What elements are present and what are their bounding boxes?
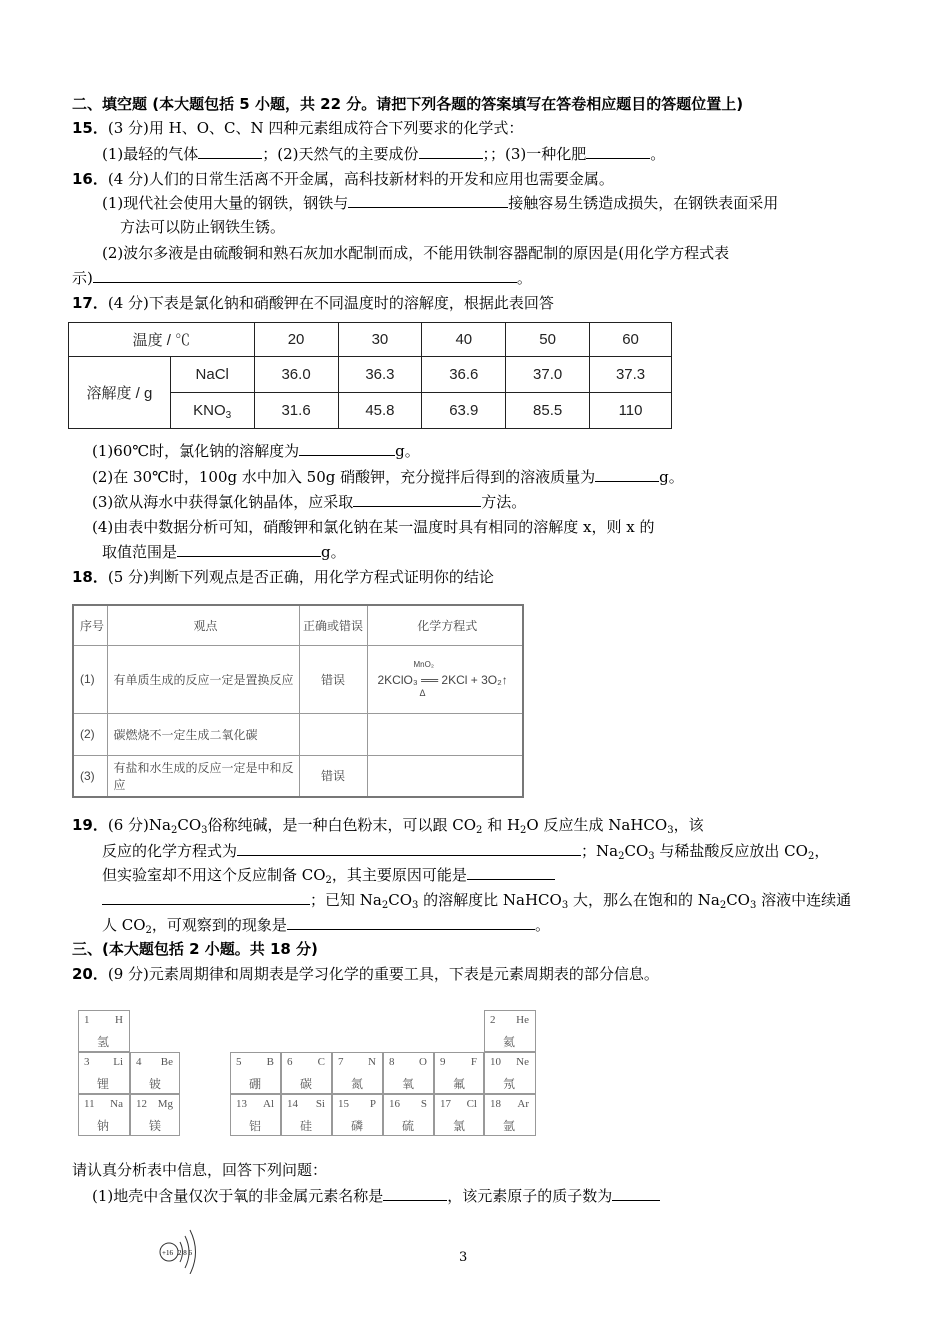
- answer-blank-15-2[interactable]: [419, 144, 483, 159]
- catalyst-label: MnO₂: [413, 659, 434, 669]
- header-cell: 正确或错误: [299, 605, 367, 645]
- part-1-text-b: 接触容易生锈造成损失，在钢铁表面采用: [508, 194, 779, 212]
- element-symbol: B: [266, 1056, 274, 1068]
- heat-label: Δ: [419, 687, 426, 698]
- element-name: 氮: [351, 1077, 364, 1091]
- subscript: 2: [145, 925, 152, 936]
- text: 和 H: [482, 816, 521, 834]
- question-17-part2: [92, 467, 684, 487]
- answer-blank-17-3[interactable]: [353, 492, 481, 507]
- subscript: 2: [618, 851, 625, 862]
- question-19-line2: [102, 841, 829, 861]
- atom-structure-diagram: [156, 1226, 208, 1274]
- subscript: 2: [719, 900, 727, 911]
- atomic-number: 9: [440, 1056, 446, 1068]
- kno3-cell: 110: [590, 393, 672, 429]
- element-name: 氦: [503, 1035, 516, 1049]
- question-number: 20．: [72, 965, 108, 983]
- part-text: ，该元素原子的质子数为: [447, 1187, 613, 1205]
- header-cell: 序号: [73, 605, 107, 645]
- subscript: 2: [807, 851, 815, 862]
- text: CO: [726, 891, 750, 909]
- atomic-number: 11: [84, 1098, 95, 1110]
- subscript: 3: [201, 825, 208, 836]
- row-judgement: 错误: [299, 645, 367, 713]
- element-symbol: Si: [315, 1098, 325, 1110]
- question-20-intro: 请认真分析表中信息，回答下列问题：: [72, 1161, 328, 1179]
- question-text: (4 分)人们的日常生活离不开金属，高科技新材料的开发和应用也需要金属。: [107, 170, 614, 188]
- nacl-cell: 37.3: [590, 357, 672, 393]
- subscript: 3: [225, 410, 232, 421]
- text: 俗称纯碱，是一种白色粉末，可以跟 CO: [207, 816, 477, 834]
- element-name: 氖: [503, 1077, 516, 1091]
- text: ，该: [673, 816, 704, 834]
- kno3-label: [170, 393, 254, 429]
- element-cell: [78, 1094, 130, 1136]
- subscript: 3: [412, 900, 419, 911]
- part-1-text: (1)最轻的气体: [102, 145, 199, 163]
- element-name: 氟: [453, 1077, 466, 1091]
- text: 与稀盐酸反应放出 CO: [654, 842, 808, 860]
- shell-electrons: 2 8 6: [178, 1249, 192, 1257]
- row-equation[interactable]: [367, 755, 523, 797]
- element-cell: [332, 1052, 383, 1094]
- part-text: (1)60℃时，氯化钠的溶解度为: [92, 442, 300, 460]
- element-symbol: P: [369, 1098, 376, 1110]
- element-symbol: Be: [160, 1056, 173, 1068]
- element-name: 硼: [249, 1077, 262, 1091]
- element-name: 氧: [402, 1077, 415, 1091]
- header-cell: 观点: [107, 605, 299, 645]
- text: ，其主要原因可能是: [331, 866, 467, 884]
- question-number: 17．: [72, 294, 108, 312]
- text: O 反应生成 NaHCO: [526, 816, 668, 834]
- element-cell: [230, 1052, 281, 1094]
- element-cell: [383, 1052, 434, 1094]
- element-symbol: N: [368, 1056, 376, 1068]
- question-17-stem: [72, 293, 554, 313]
- line-end: 。: [650, 145, 666, 163]
- element-cell: [281, 1094, 332, 1136]
- atomic-number: 8: [389, 1056, 395, 1068]
- question-15-parts: (1)最轻的气体 ；(2)天然气的主要成份 ；；(3)一种化肥 。: [102, 145, 666, 163]
- text: CO: [624, 842, 649, 860]
- question-text: (5 分)判断下列观点是否正确，用化学方程式证明你的结论: [107, 568, 494, 586]
- text: 但实验室却不用这个反应制备 CO: [102, 866, 326, 884]
- question-text: (3 分)用 H、O、C、N 四种元素组成符合下列要求的化学式：: [107, 119, 524, 137]
- temp-cell: 40: [422, 323, 506, 357]
- question-number: 18．: [72, 568, 108, 586]
- subscript: 2: [520, 825, 527, 836]
- temperature-header: 温度 / ℃: [69, 323, 255, 357]
- nacl-cell: 36.6: [422, 357, 506, 393]
- atomic-number: 10: [490, 1056, 501, 1068]
- answer-blank-19-3[interactable]: [287, 915, 535, 930]
- row-equation: [367, 645, 523, 713]
- question-17-part4: (4)由表中数据分析可知，硝酸钾和氯化钠在某一温度时具有相同的溶解度 x，则 x 的: [92, 518, 655, 536]
- nacl-cell: 37.0: [506, 357, 590, 393]
- question-17-part3: [92, 492, 526, 512]
- kno3-text: KNO: [193, 402, 226, 419]
- answer-blank-19-1[interactable]: [237, 841, 581, 856]
- part-2-text: ；(2)天然气的主要成份: [262, 145, 419, 163]
- subscript: 3: [667, 825, 674, 836]
- part-3-text: ；(3)一种化肥: [490, 145, 587, 163]
- element-symbol: F: [470, 1056, 477, 1068]
- question-number: 15．: [72, 119, 108, 137]
- element-name: 锂: [97, 1077, 110, 1091]
- part-1-text-a: (1)现代社会使用大量的钢铁，钢铁与: [102, 194, 349, 212]
- text: CO: [177, 816, 202, 834]
- element-name: 磷: [351, 1119, 364, 1133]
- element-cell: [434, 1094, 484, 1136]
- atomic-number: 1: [84, 1014, 90, 1026]
- row-view: 有盐和水生成的反应一定是中和反应: [107, 755, 299, 797]
- kno3-cell: 31.6: [254, 393, 338, 429]
- page-number: 3: [459, 1250, 468, 1265]
- question-19-line3: [102, 865, 555, 885]
- nacl-cell: 36.0: [254, 357, 338, 393]
- element-symbol: Cl: [466, 1098, 477, 1110]
- element-cell: [130, 1052, 180, 1094]
- element-cell: [383, 1094, 434, 1136]
- text: 。: [534, 916, 550, 934]
- question-19-line5: [102, 915, 550, 935]
- row-number: (2): [73, 713, 107, 755]
- element-cell: [78, 1010, 130, 1052]
- element-symbol: Na: [110, 1098, 123, 1110]
- question-19-line1: [72, 815, 704, 835]
- element-symbol: Al: [263, 1098, 274, 1110]
- equation-text: 2KClO₃ ══ 2KCl + 3O₂↑: [377, 672, 508, 687]
- subscript: 3: [749, 900, 757, 911]
- nacl-label: NaCl: [170, 357, 254, 393]
- unit: g。: [321, 543, 346, 561]
- element-name: 硫: [402, 1119, 415, 1133]
- question-16-part2-cont: [72, 268, 532, 288]
- row-judgement[interactable]: [299, 713, 367, 755]
- subscript: 3: [561, 900, 569, 911]
- text: ；Na: [581, 842, 619, 860]
- answer-blank-16-1[interactable]: [348, 193, 508, 208]
- header-cell: 化学方程式: [367, 605, 523, 645]
- question-17-part1: [92, 441, 420, 461]
- question-text: (9 分)元素周期律和周期表是学习化学的重要工具，下表是元素周期表的部分信息。: [107, 965, 659, 983]
- solubility-table: [68, 322, 672, 429]
- question-20-part1: [92, 1186, 660, 1206]
- question-15-stem: [72, 118, 523, 138]
- element-name: 氩: [503, 1119, 516, 1133]
- element-name: 氯: [453, 1119, 466, 1133]
- element-symbol: He: [516, 1014, 529, 1026]
- atomic-number: 17: [440, 1098, 451, 1110]
- subscript: 2: [476, 825, 483, 836]
- element-name: 碳: [300, 1077, 313, 1091]
- question-text: (4 分)下表是氯化钠和硝酸钾在不同温度时的溶解度，根据此表回答: [107, 294, 554, 312]
- atomic-number: 16: [389, 1098, 400, 1110]
- row-equation[interactable]: [367, 713, 523, 755]
- question-16-stem: [72, 169, 614, 189]
- answer-blank-16-2[interactable]: [93, 268, 517, 283]
- question-number: 19．: [72, 816, 108, 834]
- unit: g。: [395, 442, 420, 460]
- section-2-heading: 二、填空题 (本大题包括 5 小题，共 22 分。请把下列各题的答案填写在答卷相应题目的答题位置上): [72, 95, 744, 113]
- text: ；已知 Na: [310, 891, 382, 909]
- atomic-number: 12: [136, 1098, 147, 1110]
- row-view: 有单质生成的反应一定是置换反应: [107, 645, 299, 713]
- subscript: 2: [325, 875, 332, 886]
- part-text: (3)欲从海水中获得氯化钠晶体，应采取: [92, 493, 354, 511]
- element-name: 铍: [149, 1077, 162, 1091]
- section-3-heading: 三、(本大题包括 2 小题。共 18 分): [72, 940, 318, 958]
- text: 人 CO: [102, 916, 146, 934]
- element-cell: [130, 1094, 180, 1136]
- atomic-number: 5: [236, 1056, 242, 1068]
- nacl-cell: 36.3: [338, 357, 422, 393]
- element-name: 氢: [97, 1035, 110, 1049]
- atomic-number: 3: [84, 1056, 90, 1068]
- element-symbol: O: [419, 1056, 427, 1068]
- atomic-number: 15: [338, 1098, 349, 1110]
- row-judgement: 错误: [299, 755, 367, 797]
- atomic-number: 13: [236, 1098, 247, 1110]
- element-cell: [484, 1052, 536, 1094]
- kno3-cell: 45.8: [338, 393, 422, 429]
- unit: 方法。: [481, 493, 527, 511]
- temp-cell: 60: [590, 323, 672, 357]
- text: 的溶解度比 NaHCO: [418, 891, 562, 909]
- judgement-table: [72, 604, 524, 798]
- text: ，可观察到的现象是: [151, 916, 287, 934]
- element-symbol: H: [115, 1014, 123, 1026]
- question-16-part1-cont: 方法可以防止钢铁生锈。: [120, 218, 286, 236]
- element-name: 硅: [300, 1119, 313, 1133]
- solubility-header: 溶解度 / g: [69, 357, 171, 429]
- periodic-table: [72, 1004, 540, 1140]
- nucleus-charge: +16: [162, 1249, 173, 1257]
- atomic-number: 2: [490, 1014, 496, 1026]
- answer-blank-17-2[interactable]: [595, 467, 659, 482]
- text: ，: [814, 842, 830, 860]
- question-16-part2: (2)波尔多液是由硫酸铜和熟石灰加水配制而成，不能用铁制容器配制的原因是(用化学方程式表: [102, 244, 730, 262]
- element-cell: [434, 1052, 484, 1094]
- element-cell: [281, 1052, 332, 1094]
- element-symbol: Ar: [517, 1098, 529, 1110]
- element-name: 镁: [149, 1119, 162, 1133]
- answer-blank-17-1[interactable]: [299, 441, 395, 456]
- row-number: (3): [73, 755, 107, 797]
- answer-blank-15-3[interactable]: [586, 144, 650, 159]
- answer-blank-20-1[interactable]: [383, 1186, 447, 1201]
- question-17-part4-cont: [102, 542, 346, 562]
- element-cell: [484, 1094, 536, 1136]
- text: 大，那么在饱和的 Na: [568, 891, 720, 909]
- atomic-number: 4: [136, 1056, 142, 1068]
- subscript: 2: [170, 825, 178, 836]
- temp-cell: 50: [506, 323, 590, 357]
- subscript: 2: [381, 900, 389, 911]
- row-number: (1): [73, 645, 107, 713]
- element-symbol: Ne: [516, 1056, 529, 1068]
- row-view: 碳燃烧不一定生成二氧化碳: [107, 713, 299, 755]
- answer-blank-15-1[interactable]: [198, 144, 262, 159]
- question-19-line4: [102, 890, 851, 910]
- part-text: (1)地壳中含量仅次于氧的非金属元素名称是: [92, 1187, 384, 1205]
- answer-blank-20-2[interactable]: [612, 1186, 660, 1201]
- question-16-part1: [102, 193, 778, 213]
- question-number: 16．: [72, 170, 108, 188]
- answer-blank-19-2-cont[interactable]: [102, 890, 310, 905]
- element-symbol: Li: [113, 1056, 123, 1068]
- text: (6 分)Na: [107, 816, 171, 834]
- question-18-stem: [72, 567, 494, 587]
- element-name: 铝: [249, 1119, 262, 1133]
- temp-cell: 20: [254, 323, 338, 357]
- part-text: (2)在 30℃时，100g 水中加入 50g 硝酸钾，充分搅拌后得到的溶液质量为: [92, 468, 596, 486]
- text: 溶液中连续通: [756, 891, 852, 909]
- kno3-cell: 85.5: [506, 393, 590, 429]
- subscript: 3: [648, 851, 655, 862]
- answer-blank-17-4[interactable]: [177, 542, 321, 557]
- text: CO: [388, 891, 412, 909]
- temp-cell: 30: [338, 323, 422, 357]
- element-symbol: Mg: [157, 1098, 173, 1110]
- element-name: 钠: [97, 1119, 110, 1133]
- kno3-cell: 63.9: [422, 393, 506, 429]
- element-cell: [78, 1052, 130, 1094]
- element-symbol: C: [317, 1056, 325, 1068]
- part-2-text-b: 示): [72, 269, 93, 287]
- answer-blank-19-2[interactable]: [467, 865, 555, 880]
- element-cell: [230, 1094, 281, 1136]
- question-20-stem: [72, 964, 659, 984]
- line-end: 。: [516, 269, 532, 287]
- element-cell: [332, 1094, 383, 1136]
- atomic-number: 7: [338, 1056, 344, 1068]
- atomic-number: 18: [490, 1098, 501, 1110]
- text: 反应的化学方程式为: [102, 842, 238, 860]
- atomic-number: 6: [287, 1056, 293, 1068]
- atomic-number: 14: [287, 1098, 298, 1110]
- unit: g。: [659, 468, 684, 486]
- part-text: 取值范围是: [102, 543, 178, 561]
- element-cell: [484, 1010, 536, 1052]
- element-symbol: S: [420, 1098, 427, 1110]
